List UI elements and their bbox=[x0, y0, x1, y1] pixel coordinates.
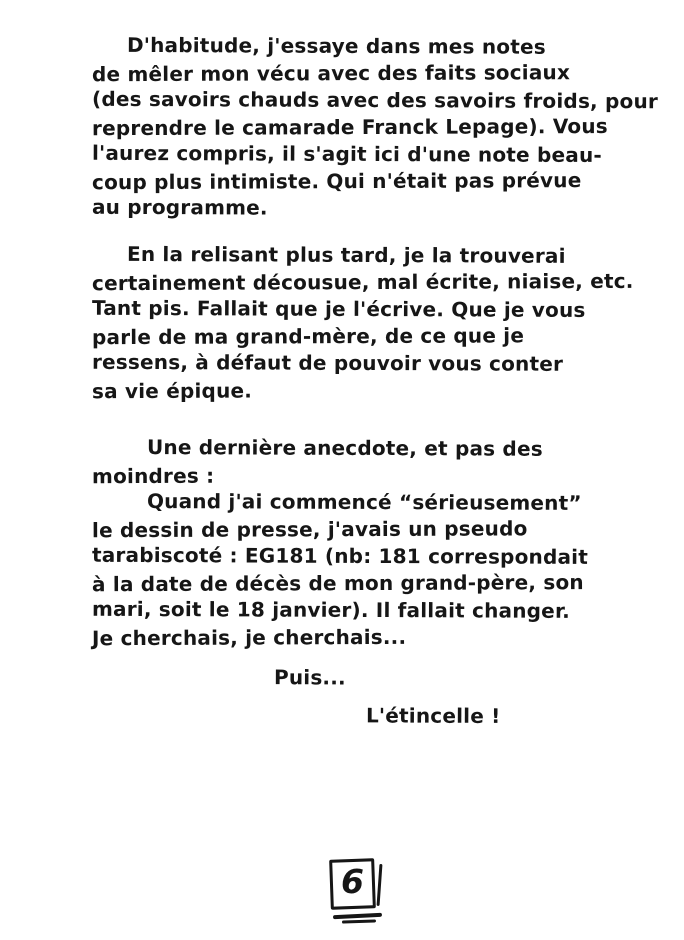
text-line: coup plus intimiste. Qui n'était pas prévue bbox=[91, 168, 582, 195]
text-line: le dessin de presse, j'avais un pseudo bbox=[91, 516, 528, 543]
paragraph-intro bbox=[91, 32, 659, 222]
text-line: tarabiscoté : EG181 (nb: 181 correspondait bbox=[91, 542, 589, 569]
text-line: Je cherchais, je cherchais... bbox=[91, 624, 407, 651]
text-line: à la date de décès de mon grand-père, son bbox=[91, 570, 584, 597]
text-line: En la relisant plus tard, je la trouverai bbox=[126, 241, 566, 268]
text-line: au programme. bbox=[91, 194, 268, 220]
text-line: de mêler mon vécu avec des faits sociaux bbox=[91, 60, 571, 87]
paragraph-pseudo bbox=[92, 489, 652, 651]
handwritten-text bbox=[91, 32, 659, 730]
sketch-underline-1 bbox=[333, 913, 382, 920]
paragraph-etincelle bbox=[92, 703, 652, 730]
text-line: reprendre le camarade Franck Lepage). Vous bbox=[91, 113, 608, 141]
text-line: l'aurez compris, il s'agit ici d'une note beau- bbox=[91, 140, 602, 168]
text-line: Tant pis. Fallait que je l'écrive. Que je vous bbox=[91, 295, 586, 322]
page-number-box bbox=[330, 859, 375, 909]
text-line: Puis... bbox=[273, 665, 346, 690]
text-line: parle de ma grand-mère, de ce que je bbox=[91, 323, 525, 350]
text-line: sa vie épique. bbox=[91, 378, 253, 404]
paragraph-anecdote bbox=[92, 435, 652, 489]
paragraph-puis bbox=[92, 665, 652, 692]
text-line: ressens, à défaut de pouvoir vous conter bbox=[91, 349, 564, 376]
page-number: 6 bbox=[341, 862, 364, 901]
text-line: D'habitude, j'essaye dans mes notes bbox=[126, 32, 546, 59]
paragraph-relecture bbox=[92, 242, 652, 404]
sketch-underline-2 bbox=[342, 919, 376, 923]
text-line: mari, soit le 18 janvier). Il fallait changer. bbox=[91, 596, 571, 623]
sketch-frame-double-edge bbox=[377, 864, 383, 906]
text-line: moindres : bbox=[91, 463, 215, 489]
text-line: certainement décousue, mal écrite, niaise, etc. bbox=[91, 268, 634, 296]
text-line: L'étincelle ! bbox=[365, 703, 501, 728]
text-line: (des savoirs chauds avec des savoirs froids, pour bbox=[91, 86, 659, 114]
text-line: Une dernière anecdote, et pas des bbox=[146, 435, 543, 461]
text-line: Quand j'ai commencé “sérieusement” bbox=[146, 489, 582, 515]
